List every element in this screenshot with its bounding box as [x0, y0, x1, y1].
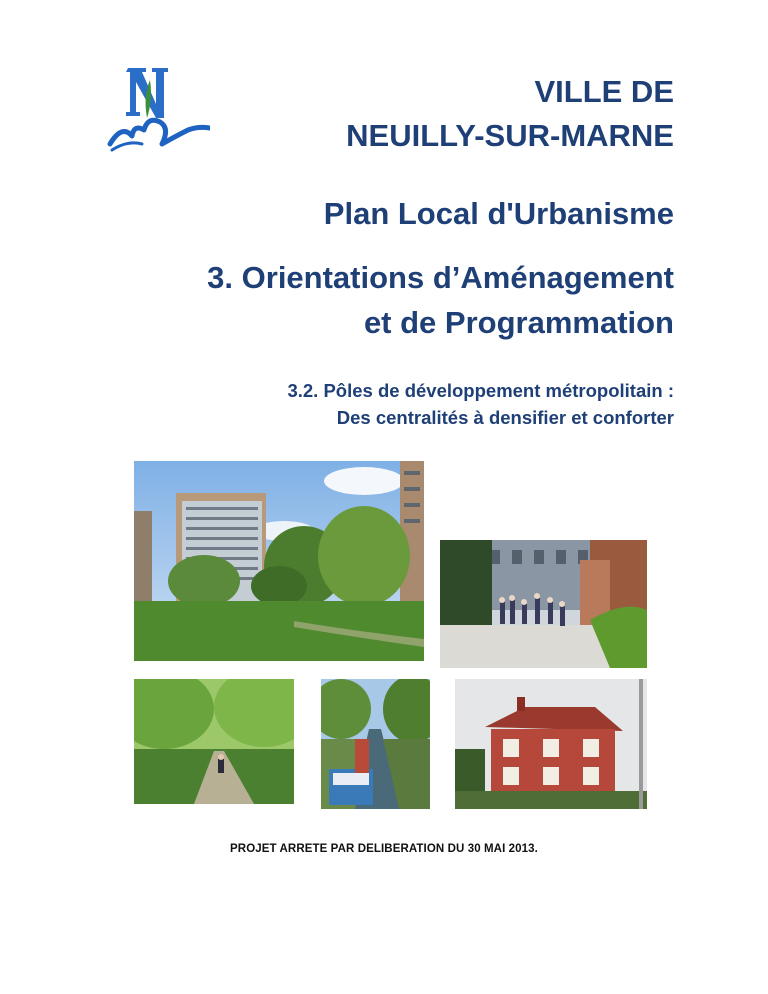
section-title-line2: et de Programmation	[363, 305, 674, 340]
subsection-title-line1: 3.2. Pôles de développement métropolitain :	[287, 380, 674, 401]
photo-school-courtyard	[440, 540, 647, 668]
path-icon	[134, 679, 294, 804]
plan-title: Plan Local d'Urbanisme	[323, 196, 674, 231]
photo-canal-barge	[321, 679, 430, 809]
city-title-line2: NEUILLY-SUR-MARNE	[346, 118, 674, 153]
photo-green-path	[134, 679, 294, 804]
canal-icon	[321, 679, 430, 809]
neuilly-logo-icon	[106, 66, 210, 156]
subsection-title-line2: Des centralités à densifier et conforter	[336, 407, 674, 428]
house-icon	[455, 679, 647, 809]
photo-park-towers	[134, 461, 424, 661]
section-title-line1: 3. Orientations d’Aménagement	[207, 260, 674, 295]
landscape-icon	[134, 461, 424, 661]
subsection-title	[287, 377, 674, 431]
footer-note: PROJET ARRETE PAR DELIBERATION DU 30 MAI 2013.	[230, 843, 538, 855]
photo-brick-house	[455, 679, 647, 809]
people-icon	[440, 540, 647, 668]
section-title	[207, 255, 674, 345]
city-logo	[106, 66, 210, 156]
city-title	[346, 70, 674, 158]
city-title-line1: VILLE DE	[534, 74, 674, 109]
